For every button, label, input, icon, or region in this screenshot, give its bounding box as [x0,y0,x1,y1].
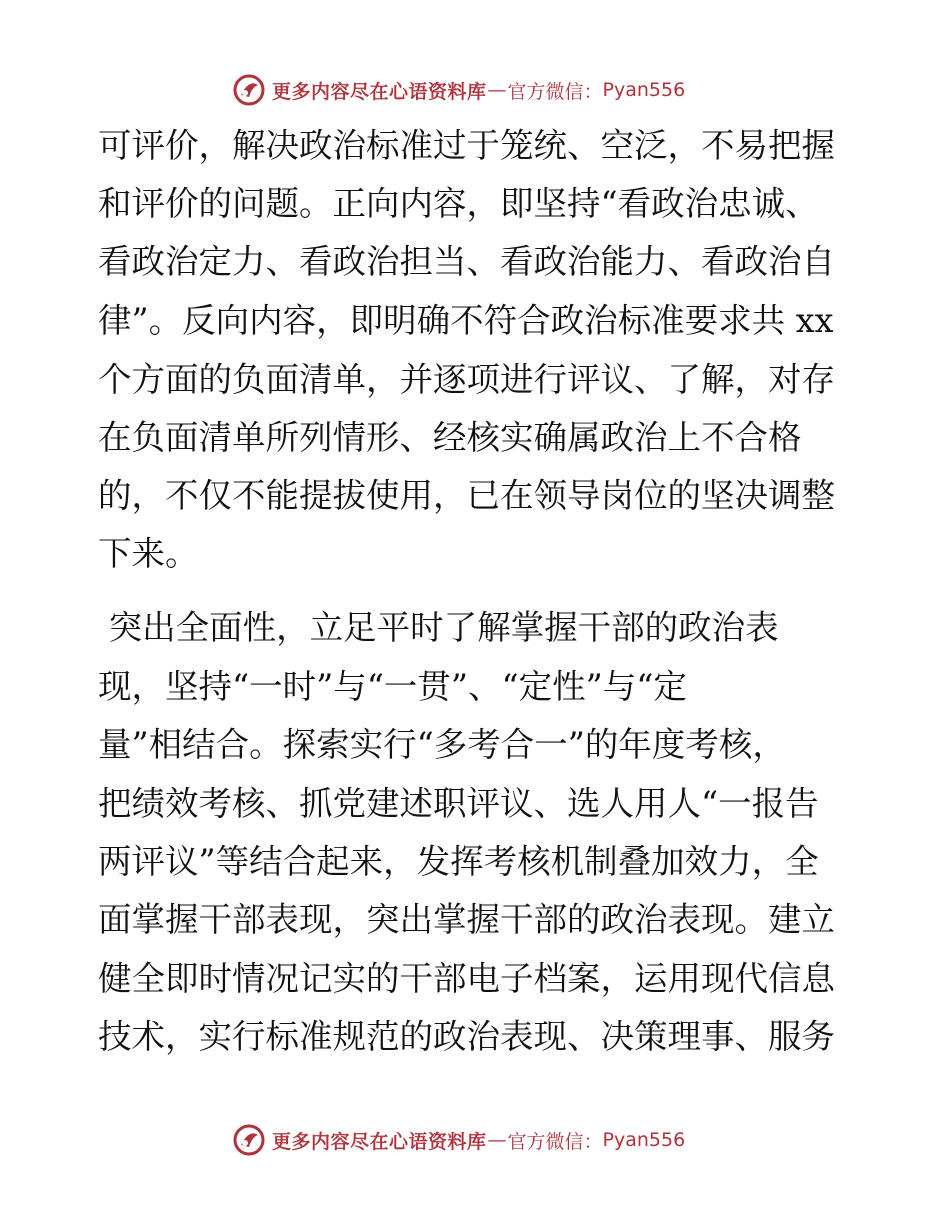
footer-title: 更多内容尽在心语资料库 [272,1130,487,1153]
red-swirl-logo-icon [232,73,266,107]
footer-wechat-id: Pyan556 [602,1129,686,1151]
body-line: 个方面的负面清单，并逐项进行评议、了解，对存 [98,360,835,399]
body-line: 面掌握干部表现，突出掌握干部的政治表现。建立 [98,900,835,939]
body-line: 的，不仅不能提拔使用，已在领导岗位的坚决调整 [98,476,835,515]
body-line: 技术，实行标准规范的政治表现、决策理事、服务 [98,1017,835,1056]
body-line: 和评价的问题。正向内容，即坚持“看政治忠诚、 [98,184,819,223]
red-swirl-logo-icon [232,1123,266,1157]
header-title: 更多内容尽在心语资料库 [272,80,487,103]
body-line: 突出全面性，立足平时了解掌握干部的政治表 [98,608,779,647]
body-line: 下来。 [98,534,199,573]
body-line: 健全即时情况记实的干部电子档案，运用现代信息 [98,959,835,998]
header-wechat-label: 官方微信： [507,80,603,103]
body-line: 把绩效考核、抓党建述职评议、选人用人“一报告 [98,784,819,823]
header-wechat-id: Pyan556 [602,79,686,101]
body-line: 律”。反向内容，即明确不符合政治标准要求共 xx [98,301,834,340]
page-footer-banner [232,1122,685,1158]
body-line: 看政治定力、看政治担当、看政治能力、看政治自 [98,242,835,281]
body-line: 现，坚持“一时”与“一贯”、“定性”与“定 [98,667,687,706]
body-line: 在负面清单所列情形、经核实确属政治上不合格 [98,418,802,457]
footer-separator: — [487,1129,507,1151]
header-separator: — [487,79,507,101]
footer-wechat-label: 官方微信： [507,1130,603,1153]
body-line: 量”相结合。探索实行“多考合一”的年度考核， [98,725,786,764]
body-line: 可评价，解决政治标准过于笼统、空泛，不易把握 [98,126,835,165]
body-line: 两评议”等结合起来，发挥考核机制叠加效力，全 [98,842,819,881]
page-header-banner [232,72,685,108]
